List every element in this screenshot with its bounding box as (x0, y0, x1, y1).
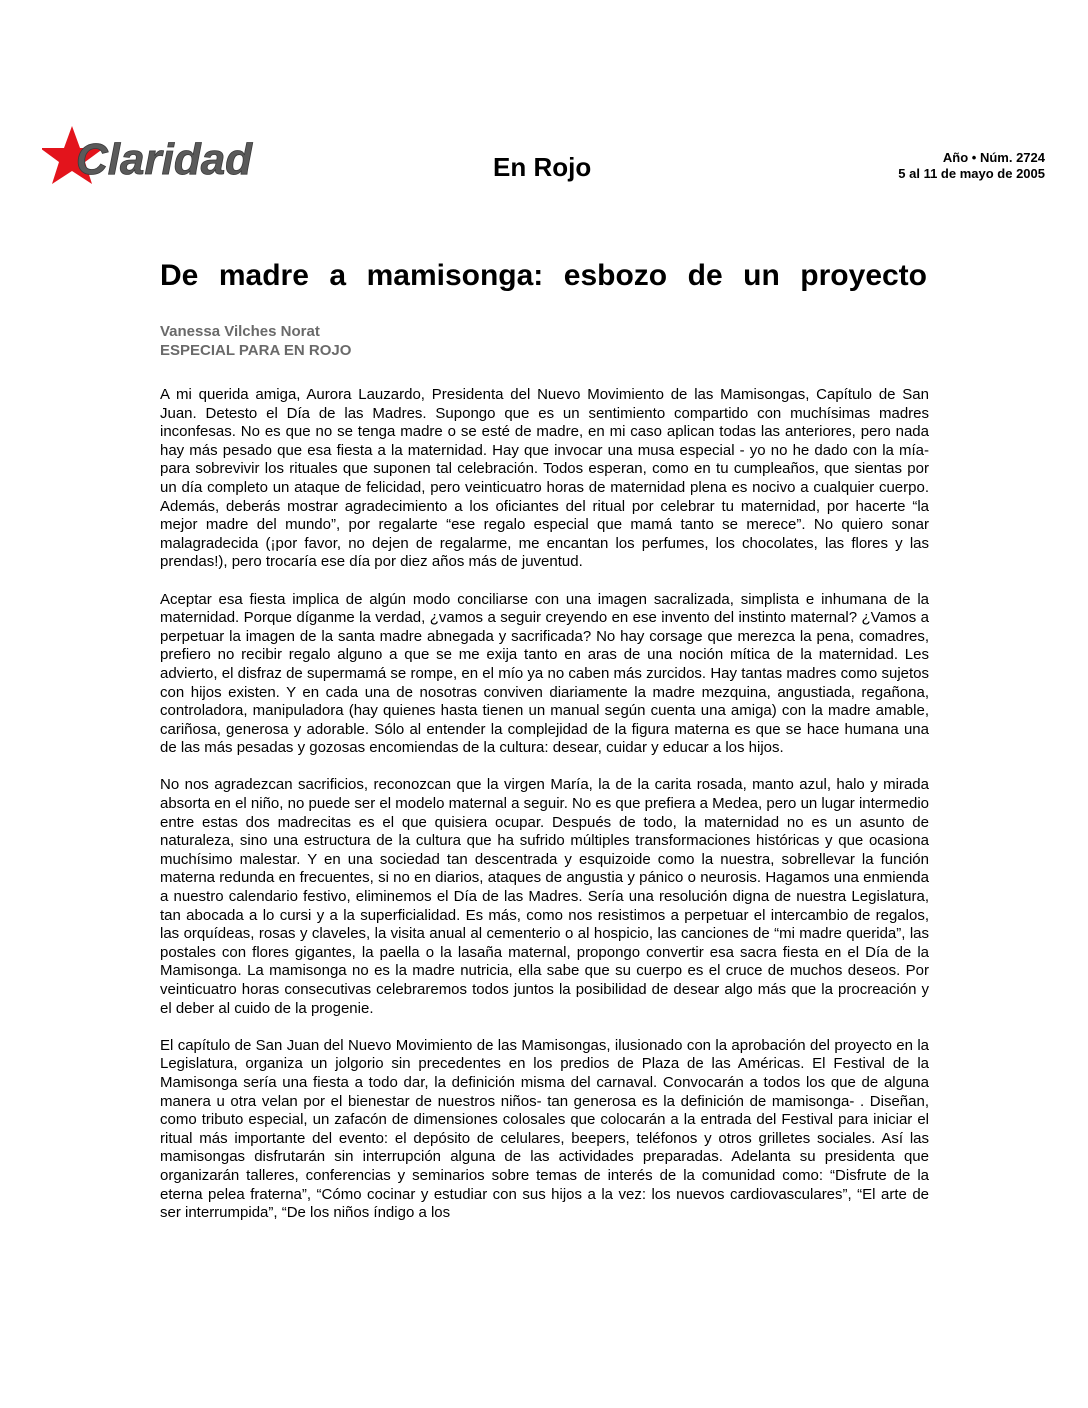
author-credit: ESPECIAL PARA EN ROJO (160, 342, 352, 359)
section-title: En Rojo (493, 152, 592, 182)
author-name: Vanessa Vilches Norat (160, 323, 320, 340)
article-paragraph: El capítulo de San Juan del Nuevo Movimiento de las Mamisongas, ilusionado con la aprobación del proyecto en la Legislatura, organiza un jolgorio sin precedentes en los predios de Plaza de las Américas. El Festival de la Mamisonga sería una fiesta a todo dar, la definición misma del carnaval. Convocarán a todos los que de alguna manera u otra velan por el bienestar de nuestros niños- tan generosa es la definición de mamisonga- . Diseñan, como tributo especial, un zafacón de dimensiones colosales que colocarán a la entrada del Festival para iniciar el ritual más importante del evento: el depósito de celulares, beepers, teléfonos y otros grilletes sociales. Así las mamisongas disfrutarán sin interrupción alguna de las actividades preparadas. Adelanta su presidenta que organizarán talleres, conferencias y seminarios sobre temas de interés de la comunidad como: “Disfrute de la eterna pelea fraterna”, “Cómo cocinar y estudiar con sus hijos a la vez: los nuevos cardiovasculares”, “El arte de ser interrumpida”, “De los niños índigo a los (160, 1036, 929, 1222)
issue-info (898, 150, 1045, 182)
byline (160, 322, 351, 360)
claridad-logo (42, 124, 274, 186)
article-body (160, 386, 929, 1241)
headline: De madre a mamisonga: esbozo de un proyecto (160, 259, 927, 292)
issue-number: Año • Núm. 2724 (942, 150, 1045, 165)
article-paragraph: A mi querida amiga, Aurora Lauzardo, Presidenta del Nuevo Movimiento de las Mamisongas, Capítulo de San Juan. Detesto el Día de las Madres. Supongo que es un sentimiento compartido con muchísimas madres inconfesas. No es que no se tenga madre o se esté de madre, en mi caso aplican todas las anteriores, pero nada hay más pesado que esa fiesta a la maternidad. Hay que invocar una musa especial - yo no he dado con la mía- para sobrevivir los rituales que suponen tal celebración. Todos esperan, como en tu cumpleaños, que sientas por un día completo un ataque de felicidad, pero veinticuatro horas de maternidad plena es nocivo a cualquier cuerpo. Además, deberás mostrar agradecimiento a los oficiantes del ritual por celebrar tu maternidad, por hacerte “la mejor madre del mundo”, por regalarte “ese regalo especial que mamá tanto se merece”. No quiero sonar malagradecida (¡por favor, no dejen de regalarme, me encantan los perfumes, los chocolates, las flores y las prendas!), pero trocaría ese día por diez años más de juventud. (160, 386, 929, 571)
star-icon (42, 124, 274, 186)
issue-date: 5 al 11 de mayo de 2005 (898, 166, 1045, 181)
logo-wordmark: Claridad (76, 135, 253, 184)
article-paragraph: No nos agradezcan sacrificios, reconozcan que la virgen María, la de la carita rosada, manto azul, halo y mirada absorta en el niño, no puede ser el modelo maternal a seguir. No es que prefiera a Medea, pero un lugar intermedio entre estas dos madrecitas es el que quisiera ocupar. Después de todo, la maternidad no es un asunto de naturaleza, sino una estructura de la cultura que ha sufrido múltiples transformaciones históricas y que ocasiona muchísimo malestar. Y en una sociedad tan descentrada y esquizoide como la nuestra, sobrellevar la función materna redunda en frecuentes, si no en diarios, ataques de angustia y pánico o neurosis. Hagamos una enmienda a nuestro calendario festivo, eliminemos el Día de las Madres. Sería una resolución digna de nuestra Legislatura, tan abocada a lo cursi y a la superficialidad. Es más, como nos resistimos a perpetuar el intercambio de regalos, las orquídeas, rosas y claveles, la visita anual al cementerio o al hospicio, las canciones de “mi madre querida”, las postales con flores gigantes, la paella o la lasaña maternal, propongo convertir esa sacra fiesta en el Día de la Mamisonga. La mamisonga no es la madre nutricia, ella sabe que su cuerpo es el cruce de muchos deseos. Por veinticuatro horas consecutivas celebraremos todos juntos la posibilidad de desear algo más que la procreación y el deber al cuido de la progenie. (160, 776, 929, 1017)
article-paragraph: Aceptar esa fiesta implica de algún modo conciliarse con una imagen sacralizada, simplista e inhumana de la maternidad. Porque díganme la verdad, ¿vamos a seguir creyendo en ese invento del instinto maternal? ¿Vamos a perpetuar la imagen de la santa madre abnegada y sacrificada? No hay corsage que merezca la pena, comadres, prefiero no recibir regalo alguno a que se me exija tanto en aras de una noción mítica de la maternidad. Les advierto, el disfraz de supermamá se rompe, en el mío ya no caben más zurcidos. Hay tantas madres como sujetos con hijos existen. Y en cada una de nosotras conviven diariamente la madre mezquina, angustiada, regañona, controladora, manipuladora (hay quienes hasta tienen un manual según cuenta una amiga) con la madre amable, cariñosa, generosa y adorable. Sólo al entender la complejidad de la figura materna es que se hace humana una de las más pesadas y gozosas encomiendas de la cultura: desear, cuidar y educar a los hijos. (160, 590, 929, 757)
